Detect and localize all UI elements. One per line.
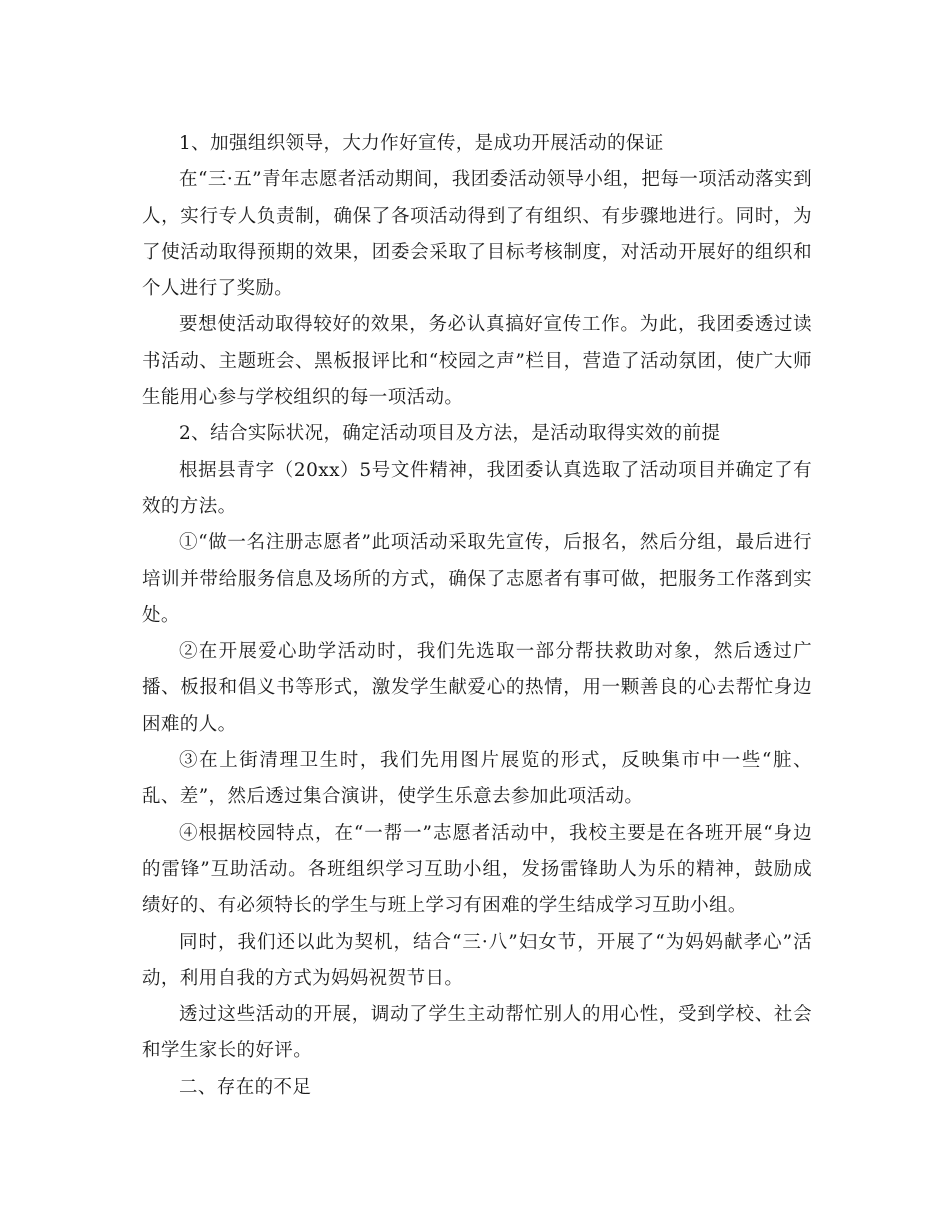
paragraph: 根据县青字（20xx）5号文件精神，我团委认真选取了活动项目并确定了有效的方法。 bbox=[142, 459, 812, 517]
section-heading-shortcomings: 二、存在的不足 bbox=[179, 1076, 312, 1098]
list-item-2: ②在开展爱心助学活动时，我们先选取一部分帮扶救助对象，然后透过广播、板报和倡义书等形式，激发学生献爱心的热情，用一颗善良的心去帮忙身边困难的人。 bbox=[142, 641, 812, 735]
paragraph: 透过这些活动的开展，调动了学生主动帮忙别人的用心性，受到学校、社会和学生家长的好评。 bbox=[142, 1004, 812, 1062]
list-item-1: ①“做一名注册志愿者”此项活动采取先宣传，后报名，然后分组，最后进行培训并带给服务信息及场所的方式，确保了志愿者有事可做，把服务工作落到实处。 bbox=[142, 532, 812, 626]
list-item-4: ④根据校园特点，在“一帮一”志愿者活动中，我校主要是在各班开展“身边的雷锋”互助活动。各班组织学习互助小组，发扬雷锋助人为乐的精神，鼓励成绩好的、有必须特长的学生与班上学习有困难的学生结成学习互助小组。 bbox=[142, 822, 812, 917]
section-heading-1: 1、加强组织领导，大力作好宣传，是成功开展活动的保证 bbox=[179, 133, 664, 154]
paragraph: 同时，我们还以此为契机，结合“三·八”妇女节，开展了“为妈妈献孝心”活动，利用自我的方式为妈妈祝贺节日。 bbox=[142, 931, 812, 989]
paragraph: 要想使活动取得较好的效果，务必认真搞好宣传工作。为此，我团委透过读书活动、主题班会、黑板报评比和“校园之声”栏目，营造了活动氛团，使广大师生能用心参与学校组织的每一项活动。 bbox=[142, 314, 812, 409]
paragraph: 在“三·五”青年志愿者活动期间，我团委活动领导小组，把每一项活动落实到人，实行专人负责制，确保了各项活动得到了有组织、有步骤地进行。同时，为了使活动取得预期的效果，团委会采取了目标考核制度，对活动开展好的组织和个人进行了奖励。 bbox=[142, 169, 812, 300]
document-body bbox=[142, 126, 812, 1106]
list-item-3: ③在上街清理卫生时，我们先用图片展览的形式，反映集市中一些“脏、乱、差”，然后透过集合演讲，使学生乐意去参加此项活动。 bbox=[142, 750, 812, 808]
section-heading-2: 2、结合实际状况，确定活动项目及方法，是活动取得实效的前提 bbox=[179, 423, 721, 445]
